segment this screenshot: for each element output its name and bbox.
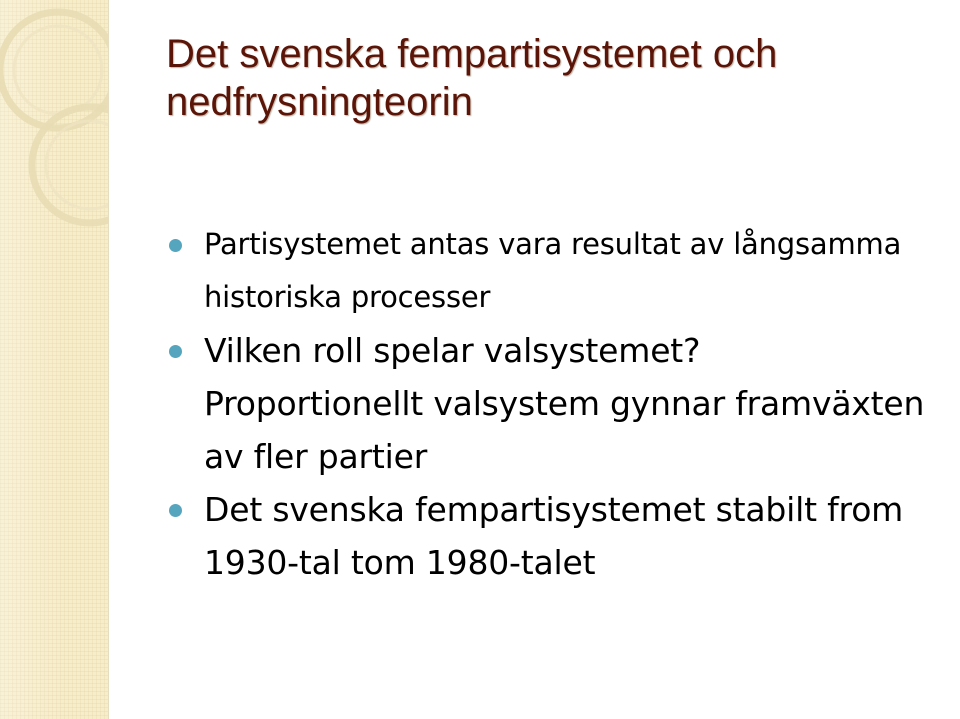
bullet-text: Vilken roll spelar valsystemet? [204,331,701,370]
bullet-dot-icon [169,345,182,358]
bullet-dot-icon [169,504,182,517]
decorative-rings-icon [0,0,108,240]
bullet-item [166,483,926,589]
bullet-text: Partisystemet antas vara resultat av långsamma historiska processer [204,227,902,314]
slide-title: Det svenska fempartisystemet och nedfrysningteorin [166,32,778,124]
bullet-item [166,324,926,483]
bullet-item [166,218,926,324]
bullet-text: Det svenska fempartisystemet stabilt from 1930-tal tom 1980-talet [204,490,904,582]
bullet-list [166,218,926,589]
bullet-dot-icon [169,239,182,252]
bullet-continuation: Proportionellt valsystem gynnar framväxten av fler partier [204,384,925,476]
